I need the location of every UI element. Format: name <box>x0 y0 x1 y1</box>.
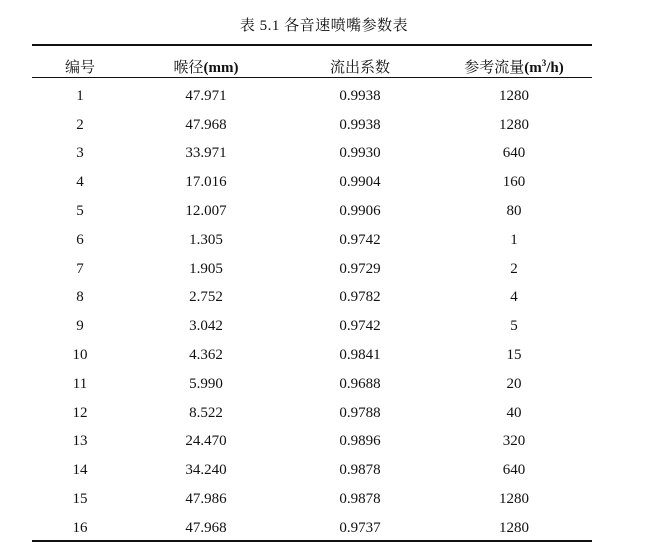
cell-coef: 0.9688 <box>339 375 381 392</box>
cell-id: 16 <box>72 519 88 536</box>
cell-id: 1 <box>76 87 84 104</box>
cell-id: 9 <box>76 318 84 335</box>
cell-coef: 0.9782 <box>339 289 381 306</box>
cell-coef: 0.9737 <box>339 519 381 536</box>
table-row <box>32 284 592 313</box>
cell-coef: 0.9896 <box>339 433 381 450</box>
table-row <box>32 341 592 370</box>
header-flow <box>436 56 592 77</box>
table-row <box>32 485 592 514</box>
cell-coef: 0.9904 <box>339 174 381 191</box>
header-throat <box>128 56 284 77</box>
cell-coef: 0.9878 <box>339 491 381 508</box>
cell-flow: 1280 <box>499 519 529 536</box>
cell-flow: 1 <box>510 231 518 248</box>
cell-flow: 1280 <box>499 491 529 508</box>
header-rule <box>32 77 592 78</box>
cell-throat: 1.905 <box>189 260 223 277</box>
header-coef-label: 流出系数 <box>329 60 390 76</box>
cell-throat: 4.362 <box>189 347 223 364</box>
table-row <box>32 428 592 457</box>
cell-flow: 1280 <box>499 116 529 133</box>
cell-coef: 0.9938 <box>339 87 381 104</box>
top-rule <box>32 44 592 46</box>
cell-flow: 15 <box>506 347 522 364</box>
cell-id: 5 <box>76 203 84 220</box>
cell-coef: 0.9841 <box>339 347 381 364</box>
cell-flow: 2 <box>510 260 518 277</box>
cell-coef: 0.9788 <box>339 404 381 421</box>
cell-id: 14 <box>72 462 88 479</box>
cell-coef: 0.9742 <box>339 231 381 248</box>
cell-id: 15 <box>72 491 88 508</box>
cell-flow: 4 <box>510 289 518 306</box>
cell-coef: 0.9878 <box>339 462 381 479</box>
cell-throat: 17.016 <box>185 174 227 191</box>
bottom-rule <box>32 540 592 542</box>
cell-flow: 160 <box>502 174 526 191</box>
header-id <box>32 56 128 77</box>
cell-flow: 40 <box>506 404 522 421</box>
cell-throat: 8.522 <box>189 404 223 421</box>
cell-coef: 0.9930 <box>339 145 381 162</box>
cell-flow: 640 <box>502 145 526 162</box>
table-row <box>32 197 592 226</box>
table-row <box>32 514 592 543</box>
cell-flow: 320 <box>502 433 526 450</box>
header-throat-unit: (mm) <box>203 60 239 76</box>
header-id-label: 编号 <box>64 60 95 76</box>
header-flow-label: 参考流量 <box>464 60 525 76</box>
cell-id: 10 <box>72 347 88 364</box>
cell-id: 8 <box>76 289 84 306</box>
header-coef <box>284 56 436 77</box>
cell-id: 7 <box>76 260 84 277</box>
cell-coef: 0.9938 <box>339 116 381 133</box>
table-caption: 表 5.1 各音速喷嘴参数表 <box>239 18 409 34</box>
cell-throat: 24.470 <box>185 433 227 450</box>
cell-throat: 47.968 <box>185 116 227 133</box>
table-row <box>32 226 592 255</box>
cell-id: 11 <box>72 375 88 392</box>
table-row <box>32 399 592 428</box>
table-row <box>32 82 592 111</box>
cell-throat: 47.971 <box>185 87 227 104</box>
cell-throat: 34.240 <box>185 462 227 479</box>
cell-id: 6 <box>76 231 84 248</box>
header-flow-unit-b: /h) <box>546 60 564 76</box>
cell-flow: 640 <box>502 462 526 479</box>
cell-flow: 20 <box>506 375 522 392</box>
cell-id: 12 <box>72 404 88 421</box>
header-flow-unit-sup: 3 <box>541 58 547 68</box>
cell-throat: 47.986 <box>185 491 227 508</box>
cell-coef: 0.9742 <box>339 318 381 335</box>
header-flow-unit-a: (m <box>524 60 542 76</box>
table-row <box>32 255 592 284</box>
nozzle-table-body <box>32 82 592 543</box>
table-row <box>32 312 592 341</box>
cell-id: 2 <box>76 116 84 133</box>
table-row <box>32 140 592 169</box>
table-row <box>32 168 592 197</box>
table-row <box>32 111 592 140</box>
header-throat-label: 喉径 <box>173 60 204 76</box>
cell-coef: 0.9729 <box>339 260 381 277</box>
cell-id: 4 <box>76 174 84 191</box>
cell-throat: 33.971 <box>185 145 227 162</box>
cell-id: 3 <box>76 145 84 162</box>
cell-flow: 1280 <box>499 87 529 104</box>
cell-throat: 5.990 <box>189 375 223 392</box>
cell-throat: 47.968 <box>185 519 227 536</box>
cell-flow: 5 <box>510 318 518 335</box>
cell-flow: 80 <box>506 203 522 220</box>
cell-throat: 1.305 <box>189 231 223 248</box>
table-row <box>32 456 592 485</box>
cell-throat: 2.752 <box>189 289 223 306</box>
cell-coef: 0.9906 <box>339 203 381 220</box>
cell-id: 13 <box>72 433 88 450</box>
nozzle-table <box>32 82 592 543</box>
cell-throat: 12.007 <box>185 203 227 220</box>
cell-throat: 3.042 <box>189 318 223 335</box>
table-row <box>32 370 592 399</box>
